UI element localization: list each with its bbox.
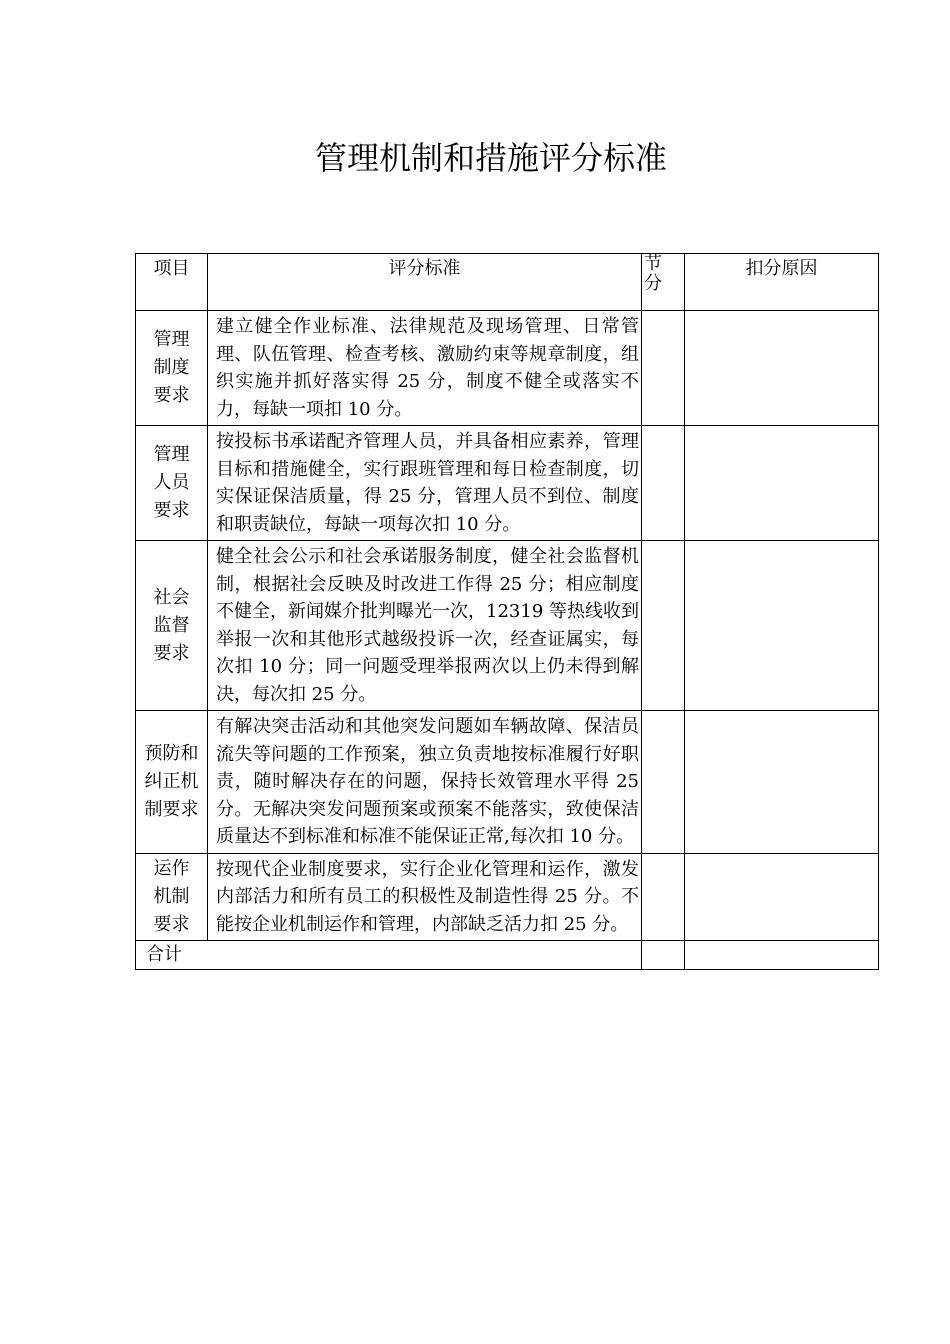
header-reason: 扣分原因 [685, 254, 879, 311]
row-item-line: 制要求 [144, 798, 199, 820]
row-reason-cell[interactable] [685, 311, 879, 426]
row-item-line: 社会 [153, 586, 190, 608]
header-deduct-line1: 节 [644, 253, 662, 274]
row-reason-cell[interactable] [685, 541, 879, 711]
table-row [136, 711, 879, 854]
row-deduct-cell[interactable] [642, 711, 685, 854]
header-deduct-line2: 分 [644, 273, 662, 294]
header-deduct [642, 254, 685, 311]
total-reason-cell[interactable] [685, 941, 879, 970]
row-item-line: 管理 [153, 329, 190, 350]
row-reason-cell[interactable] [685, 711, 879, 854]
row-criteria: 建立健全作业标准、法律规范及现场管理、日常管理、队伍管理、检查考核、激励约束等规章制度，组织实施并抓好落实得 25 分，制度不健全或落实不力，每缺一项扣 10 分。 [208, 311, 642, 426]
header-criteria: 评分标准 [208, 254, 642, 311]
row-item-line: 要求 [153, 642, 190, 664]
total-deduct-cell[interactable] [642, 941, 685, 970]
table-header-row [136, 254, 879, 311]
row-reason-cell[interactable] [685, 853, 879, 941]
row-item-line: 预防和 [144, 742, 199, 764]
table-row [136, 426, 879, 541]
total-row [136, 941, 879, 970]
row-item-line: 要求 [153, 385, 190, 406]
row-item-line: 要求 [153, 913, 190, 935]
row-item [136, 311, 208, 426]
header-item: 项目 [136, 254, 208, 311]
row-item [136, 711, 208, 854]
row-criteria: 有解决突击活动和其他突发问题如车辆故障、保洁员流失等问题的工作预案，独立负责地按标准履行好职责，随时解决存在的问题，保持长效管理水平得 25 分。无解决突发问题预案或预案不能落实，致使保洁质量达不到标准和标准不能保证正常,每次扣 10 分。 [208, 711, 642, 854]
row-deduct-cell[interactable] [642, 853, 685, 941]
row-item [136, 541, 208, 711]
row-item-line: 管理 [153, 444, 190, 465]
row-criteria: 按现代企业制度要求，实行企业化管理和运作，激发内部活力和所有员工的积极性及制造性得 25 分。不能按企业机制运作和管理，内部缺乏活力扣 25 分。 [208, 853, 642, 941]
row-criteria: 健全社会公示和社会承诺服务制度，健全社会监督机制，根据社会反映及时改进工作得 25 分；相应制度不健全，新闻媒介批判曝光一次，12319 等热线收到举报一次和其他形式越级投诉一次，经查证属实，每次扣 10 分；同一问题受理举报两次以上仍未得到解决，每次扣 25 分。 [208, 541, 642, 711]
title-wrap [315, 136, 700, 180]
table-row [136, 853, 879, 941]
total-label: 合计 [136, 941, 642, 970]
row-item [136, 853, 208, 941]
table-row [136, 311, 879, 426]
row-criteria: 按投标书承诺配齐管理人员，并具备相应素养，管理目标和措施健全，实行跟班管理和每日检查制度，切实保证保洁质量，得 25 分，管理人员不到位、制度和职责缺位，每缺一项每次扣 10 分。 [208, 426, 642, 541]
row-item [136, 426, 208, 541]
row-deduct-cell[interactable] [642, 311, 685, 426]
row-item-line: 制度 [153, 357, 190, 378]
scoring-table [135, 253, 879, 970]
table-row [136, 541, 879, 711]
row-item-line: 运作 [153, 857, 190, 879]
row-item-line: 要求 [153, 500, 190, 521]
row-reason-cell[interactable] [685, 426, 879, 541]
row-item-line: 人员 [153, 472, 190, 493]
row-deduct-cell[interactable] [642, 541, 685, 711]
row-item-line: 监督 [153, 614, 190, 636]
page-title: 管理机制和措施评分标准 [315, 139, 668, 177]
row-item-line: 机制 [153, 885, 190, 907]
row-deduct-cell[interactable] [642, 426, 685, 541]
row-item-line: 纠正机 [144, 770, 199, 792]
